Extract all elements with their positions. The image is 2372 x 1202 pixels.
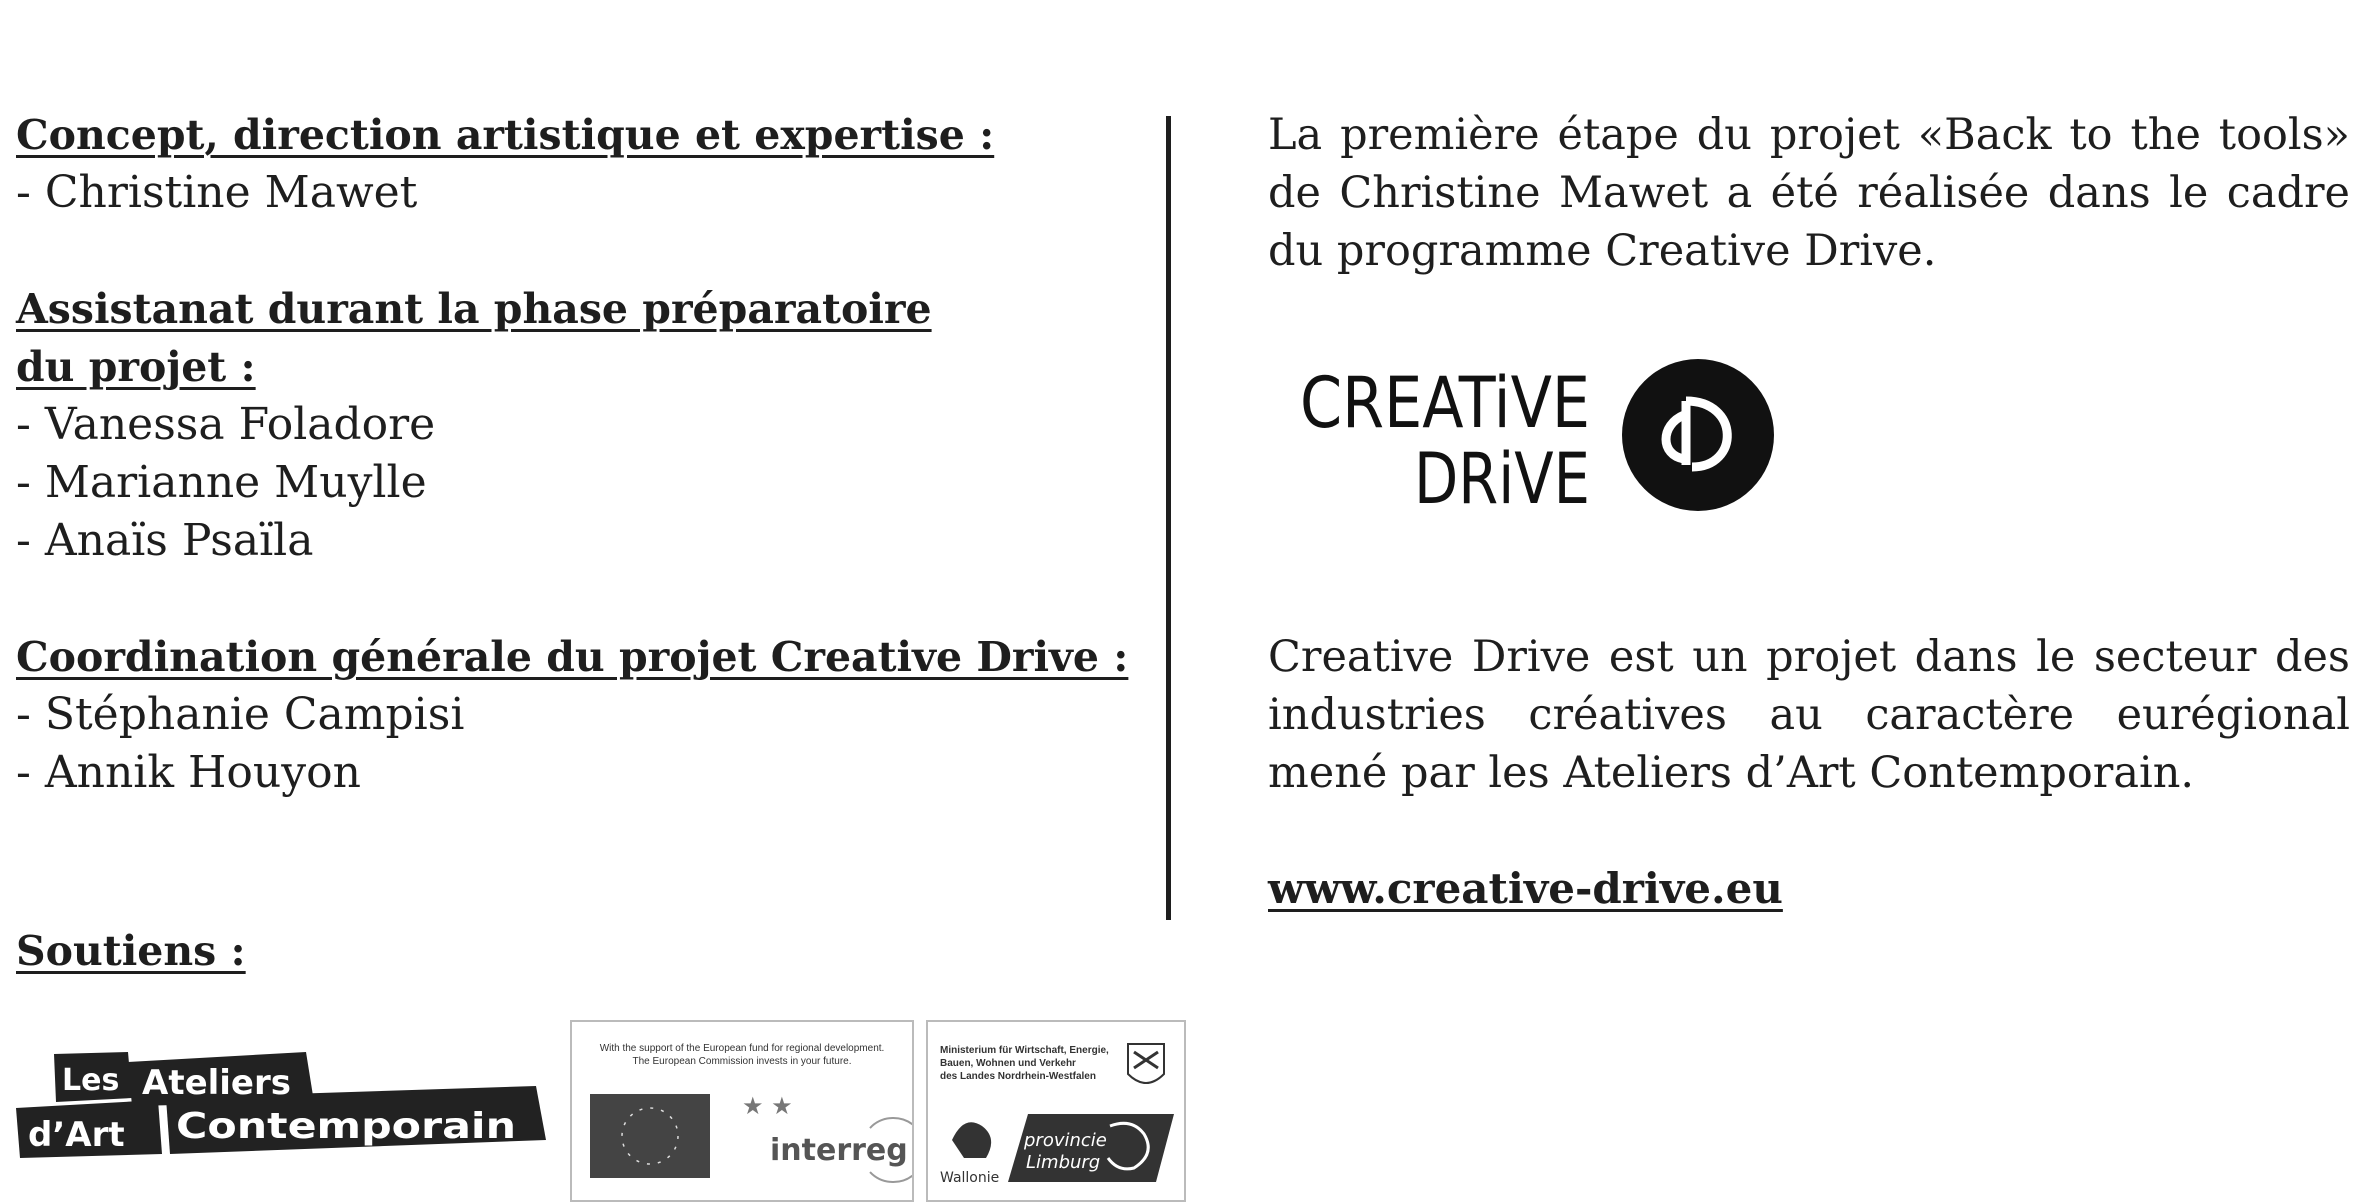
interreg-mark <box>572 1074 912 1194</box>
website-link[interactable]: www.creative-drive.eu <box>1268 864 1783 913</box>
interreg-brand: interreg <box>770 1133 908 1168</box>
interreg-logo <box>570 1020 914 1202</box>
intro-paragraph: La première étape du projet «Back to the tools» de Christine Mawet a été réalisée dans le cadre du programme Creative Drive. <box>1268 110 2350 276</box>
ministry-line2: Bauen, Wohnen und Verkehr <box>940 1058 1076 1069</box>
logo-text-line2: DRiVE <box>1414 438 1590 515</box>
credit-name: - Vanessa Foladore <box>16 399 436 450</box>
credit-name: - Annik Houyon <box>16 747 361 798</box>
supports-section <box>16 922 246 980</box>
eu-support-line2: The European Commission invests in your future. <box>632 1056 852 1067</box>
ateliers-text-les: Les <box>62 1063 120 1098</box>
logo-text-line1: CREATiVE <box>1300 362 1590 444</box>
supports-heading: Soutiens : <box>16 927 246 975</box>
wallonie-label: Wallonie <box>940 1170 1000 1186</box>
eu-flag-icon <box>590 1094 710 1178</box>
assist-heading-line1: Assistanat durant la phase préparatoire <box>16 285 932 333</box>
credit-name: - Anaïs Psaïla <box>16 515 314 566</box>
regional-marks <box>928 1022 1184 1200</box>
nrw-crest-icon <box>1128 1044 1164 1083</box>
ateliers-logo <box>16 1050 546 1160</box>
limburg-line2: Limburg <box>1026 1152 1101 1173</box>
regional-partners-logo <box>926 1020 1186 1202</box>
limburg-line1: provincie <box>1024 1130 1107 1151</box>
star-icon: ★ ★ <box>742 1092 793 1120</box>
ministry-line1: Ministerium für Wirtschaft, Energie, <box>940 1045 1109 1056</box>
creative-drive-logo <box>1300 355 1780 515</box>
ministry-line3: des Landes Nordrhein-Westfalen <box>940 1071 1096 1082</box>
concept-heading: Concept, direction artistique et expertise : <box>16 111 995 159</box>
ateliers-text-contemporain: Contemporain <box>176 1106 516 1147</box>
about-paragraph: Creative Drive est un projet dans le secteur des industries créatives au caractère eurégional mené par les Ateliers d’Art Contemporain. <box>1268 632 2350 798</box>
credit-name: - Christine Mawet <box>16 167 418 218</box>
ateliers-logo-mark <box>16 1050 546 1160</box>
credits-column <box>16 106 1156 802</box>
credit-name: - Marianne Muylle <box>16 457 427 508</box>
eu-support-line1: With the support of the European fund for regional development. <box>599 1043 885 1054</box>
credit-name: - Stéphanie Campisi <box>16 689 465 740</box>
coord-heading: Coordination générale du projet Creative Drive : <box>16 633 1129 681</box>
ateliers-text-dart: d’Art <box>28 1115 125 1155</box>
column-divider <box>1166 116 1171 920</box>
sponsor-logos <box>16 1020 1186 1200</box>
ateliers-text-ateliers: Ateliers <box>142 1063 291 1103</box>
creative-drive-logo-mark <box>1300 355 1780 515</box>
assist-heading-line2: du projet : <box>16 343 256 391</box>
rooster-icon <box>952 1122 991 1158</box>
